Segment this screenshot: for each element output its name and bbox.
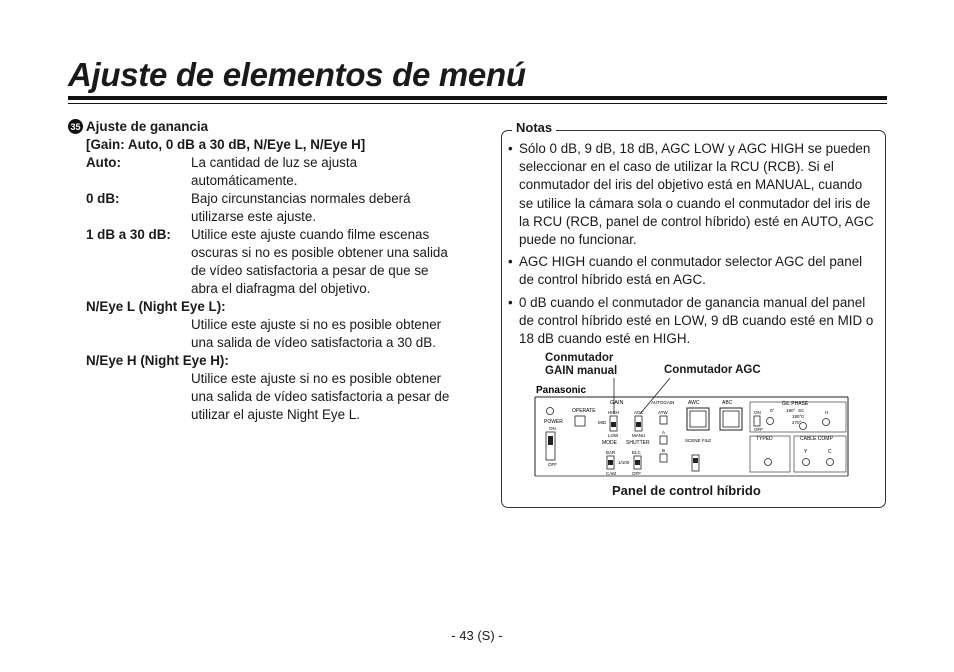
note-text: 0 dB cuando el conmutador de ganancia manual del panel de control híbrido esté en LOW, 9 dB cuando esté en MID o 18 dB cuando esté en HIGH. bbox=[519, 294, 874, 347]
label-atw: ATW bbox=[658, 410, 668, 415]
label-scene-file: SCENE FILE bbox=[685, 438, 712, 443]
section-title: Ajuste de ganancia bbox=[86, 119, 209, 134]
note-text: Sólo 0 dB, 9 dB, 18 dB, AGC LOW y AGC HIGH se pueden seleccionar en el caso de utilizar la RCU (RCB). Si el conmutador del iris del objetivo está en MANUAL, cuando se utilice la cámara sola o cuando el conmutador del iris de la RCU (RCB, panel de control híbrido) esté en AUTO, AGC puede no funcionar. bbox=[519, 141, 874, 248]
bullet-icon: • bbox=[508, 254, 513, 270]
label-operate: OPERATE bbox=[572, 408, 596, 414]
label-agc: AGC bbox=[634, 410, 644, 415]
definition-item bbox=[68, 226, 468, 298]
operate-button[interactable] bbox=[575, 416, 585, 426]
sc-coarse-knob-icon[interactable] bbox=[767, 418, 774, 425]
bullet-icon: • bbox=[508, 294, 513, 310]
notes-label: Notas bbox=[512, 120, 556, 135]
page-footer: - 43 (S) - bbox=[451, 628, 503, 643]
sc-fine-knob-icon[interactable] bbox=[800, 423, 807, 430]
label-typed: TYPED bbox=[756, 436, 773, 442]
label-b: B bbox=[662, 448, 666, 453]
label-gl-phase: G/L PHASE bbox=[782, 401, 809, 407]
label-cam: CAM bbox=[606, 471, 616, 476]
label-off: OFF bbox=[632, 471, 641, 476]
definition-item bbox=[68, 190, 468, 226]
gl-phase-switch[interactable] bbox=[754, 416, 760, 426]
label-sc: SC bbox=[798, 408, 805, 413]
label-y: Y bbox=[804, 449, 808, 455]
label-off: OFF bbox=[754, 427, 763, 432]
typed-knob-icon[interactable] bbox=[765, 459, 772, 466]
note-text: AGC HIGH cuando el conmutador selector AGC del panel de control híbrido está en AGC. bbox=[519, 254, 863, 288]
definition-description: Utilice este ajuste cuando filme escenas oscuras si no es posible obtener una salida de vídeo satisfactoria a pesar de que se abra el diafragma del objetivo. bbox=[191, 227, 448, 296]
atw-button[interactable] bbox=[660, 416, 667, 424]
label-cable-comp: CABLE COMP bbox=[800, 436, 833, 442]
power-lamp-icon bbox=[547, 408, 554, 415]
definition-description: La cantidad de luz se ajusta automáticamente. bbox=[191, 155, 358, 188]
label-autogain: AUTOGAIN bbox=[651, 400, 675, 405]
label-gain: GAIN bbox=[610, 400, 624, 406]
callout-agc-switch: Conmutador AGC bbox=[664, 364, 761, 376]
figure-caption: Panel de control híbrido bbox=[612, 483, 761, 498]
note-item bbox=[508, 140, 878, 249]
label-high: HIGH bbox=[608, 410, 620, 415]
callout-gain-switch bbox=[545, 352, 617, 378]
label-low: LOW bbox=[608, 433, 619, 438]
label-on: ON bbox=[549, 426, 556, 431]
label-180-0: 180°0 bbox=[792, 414, 804, 419]
label-0-deg: 0° bbox=[770, 408, 775, 413]
options-line: [Gain: Auto, 0 dB a 30 dB, N/Eye L, N/Eye H] bbox=[86, 137, 366, 152]
callout-gain-line1: Conmutador bbox=[545, 352, 614, 364]
definition-item bbox=[68, 352, 468, 424]
label-abc: ABC bbox=[722, 400, 733, 406]
label-awc: AWC bbox=[688, 400, 700, 406]
page-title: Ajuste de elementos de menú bbox=[68, 56, 526, 93]
cable-comp-y-knob-icon[interactable] bbox=[803, 459, 810, 466]
definition-term: 0 dB: bbox=[86, 191, 120, 206]
callout-gain-line2: GAIN manual bbox=[545, 365, 618, 377]
definition-description: Utilice este ajuste si no es posible obtener una salida de vídeo satisfactoria a 30 dB. bbox=[191, 317, 442, 350]
hybrid-control-panel-illustration bbox=[530, 378, 856, 484]
label-a: A bbox=[662, 430, 666, 435]
section-heading bbox=[68, 118, 468, 136]
callout-line-agc bbox=[640, 378, 670, 414]
brand-logo: Panasonic bbox=[536, 385, 587, 396]
label-mode: MODE bbox=[602, 440, 617, 446]
definition-description: Utilice este ajuste si no es posible obtener una salida de vídeo satisfactoria a pesar de utilizar el ajuste Night Eye L. bbox=[191, 371, 450, 422]
section-number-badge: 35 bbox=[68, 119, 83, 134]
note-item bbox=[508, 253, 878, 289]
cable-comp-c-knob-icon[interactable] bbox=[827, 459, 834, 466]
label-manu: MANU bbox=[632, 433, 646, 438]
label-shutter-speed: 1/100 bbox=[618, 460, 630, 465]
definition-term: N/Eye H (Night Eye H): bbox=[86, 353, 229, 368]
label-h: H bbox=[825, 410, 829, 415]
note-item bbox=[508, 294, 878, 349]
label-off: OFF bbox=[548, 462, 557, 467]
bullet-icon: • bbox=[508, 141, 513, 156]
label-elc: ELC bbox=[632, 450, 641, 455]
definition-term: Auto: bbox=[86, 155, 121, 170]
definition-term: N/Eye L (Night Eye L): bbox=[86, 299, 226, 314]
definition-item bbox=[68, 298, 468, 352]
gain-section bbox=[68, 118, 468, 424]
definition-description: Bajo circunstancias normales deberá utilizarse este ajuste. bbox=[191, 191, 411, 224]
definition-term: 1 dB a 30 dB: bbox=[86, 227, 171, 242]
title-rule-thin bbox=[68, 103, 887, 104]
label-c: C bbox=[828, 449, 832, 455]
label-mid: MID bbox=[598, 420, 607, 425]
label-power: POWER bbox=[544, 419, 563, 425]
notes-list bbox=[508, 140, 878, 352]
a-button[interactable] bbox=[660, 436, 667, 444]
label-shutter: SHUTTER bbox=[626, 440, 650, 446]
title-rule-thick bbox=[68, 96, 887, 100]
label-on: ON bbox=[754, 410, 761, 415]
label-270-deg: 270° bbox=[792, 420, 802, 425]
b-button[interactable] bbox=[660, 454, 667, 462]
h-phase-knob-icon[interactable] bbox=[823, 419, 830, 426]
definition-item bbox=[68, 154, 468, 190]
label-bar: BAR bbox=[606, 450, 616, 455]
label-180-deg: 180° bbox=[786, 408, 796, 413]
